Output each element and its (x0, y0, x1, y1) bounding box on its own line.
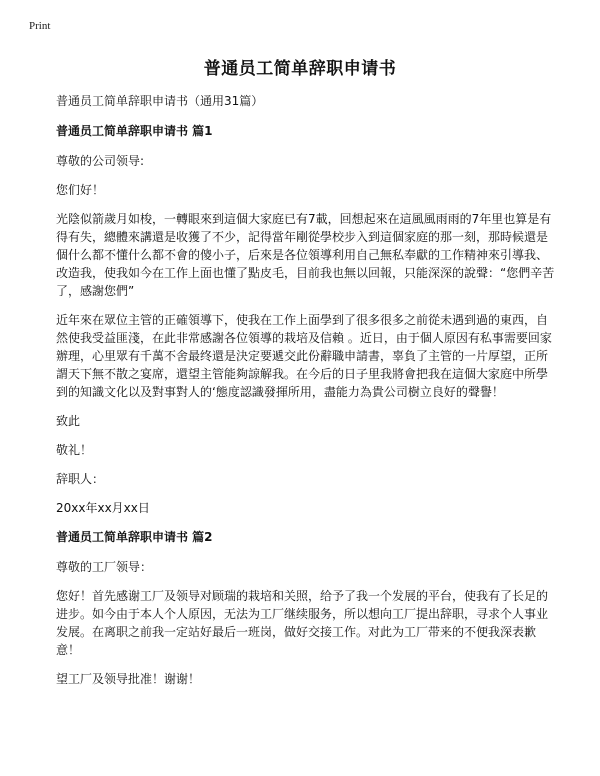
date-line: 20xx年xx月xx日 (56, 501, 150, 515)
greeting-1: 尊敬的公司领导: (56, 154, 145, 168)
paragraph-2-1: 您好！首先感谢工厂及领导对顾瑞的栽培和关照，给予了我一个发展的平台，使我有了长足的进步。如今由于本人个人原因，无法为工厂继续服务，所以想向工厂提出辞职，寻求个人事业发展。在离职之前我一定站好最后一班岗，做好交接工作。对此为工厂带来的不便我深表歉意！ (56, 589, 549, 657)
closing-2: 敬礼！ (56, 443, 93, 457)
document-subtitle: 普通员工简单辞职申请书（通用31篇） (56, 94, 264, 108)
section-heading-2: 普通员工简单辞职申请书 篇2 (56, 530, 213, 544)
section-heading-1: 普通员工简单辞职申请书 篇1 (56, 124, 213, 138)
signer-label: 辞职人： (56, 472, 105, 486)
document-body (56, 92, 556, 699)
paragraph-1-2: 近年來在眾位主管的正確領導下，使我在工作上面學到了很多很多之前從未遇到過的東西，自然使我受益匪淺，在此非常感謝各位領導的栽培及信賴 。近日，由于個人原因有私事需要回家辦理，心里眾有千萬不舍最终還是決定要遞交此份辭職申請書，辜負了主管的一片厚望，正所謂天下無不散之宴席，還望主管能夠諒解我。在今后的日子里我將會把我在這個大家庭中所學到的知識文化以及對事對人的‘態度認識發揮所用，盡能力為貴公司樹立良好的聲譽！ (56, 313, 552, 399)
paragraph-2-2: 望工厂及领导批准！谢谢！ (56, 672, 201, 686)
greeting-2: 尊敬的工厂领导： (56, 560, 153, 574)
print-link[interactable]: Print (29, 20, 51, 32)
page-title: 普通员工简单辞职申请书 (203, 59, 397, 79)
closing-1: 致此 (56, 414, 81, 428)
paragraph-1-1: 光陰似箭歲月如梭，一轉眼來到這個大家庭已有7載，回想起來在這風風雨雨的7年里也算是有得有失，總體來講還是收獲了不少，記得當年剛從學校步入到這個家庭的那一刻，那時候還是個什么都不懂什么都不會的傻小子，后來是各位領導利用自己無私奉獻的工作精神來引導我、改造我，使我如今在工作上面也懂了點皮毛，目前我也無以回報，只能深深的說聲：“您們辛苦了，感謝您們” (56, 212, 555, 298)
hello-1: 您们好！ (56, 183, 105, 197)
